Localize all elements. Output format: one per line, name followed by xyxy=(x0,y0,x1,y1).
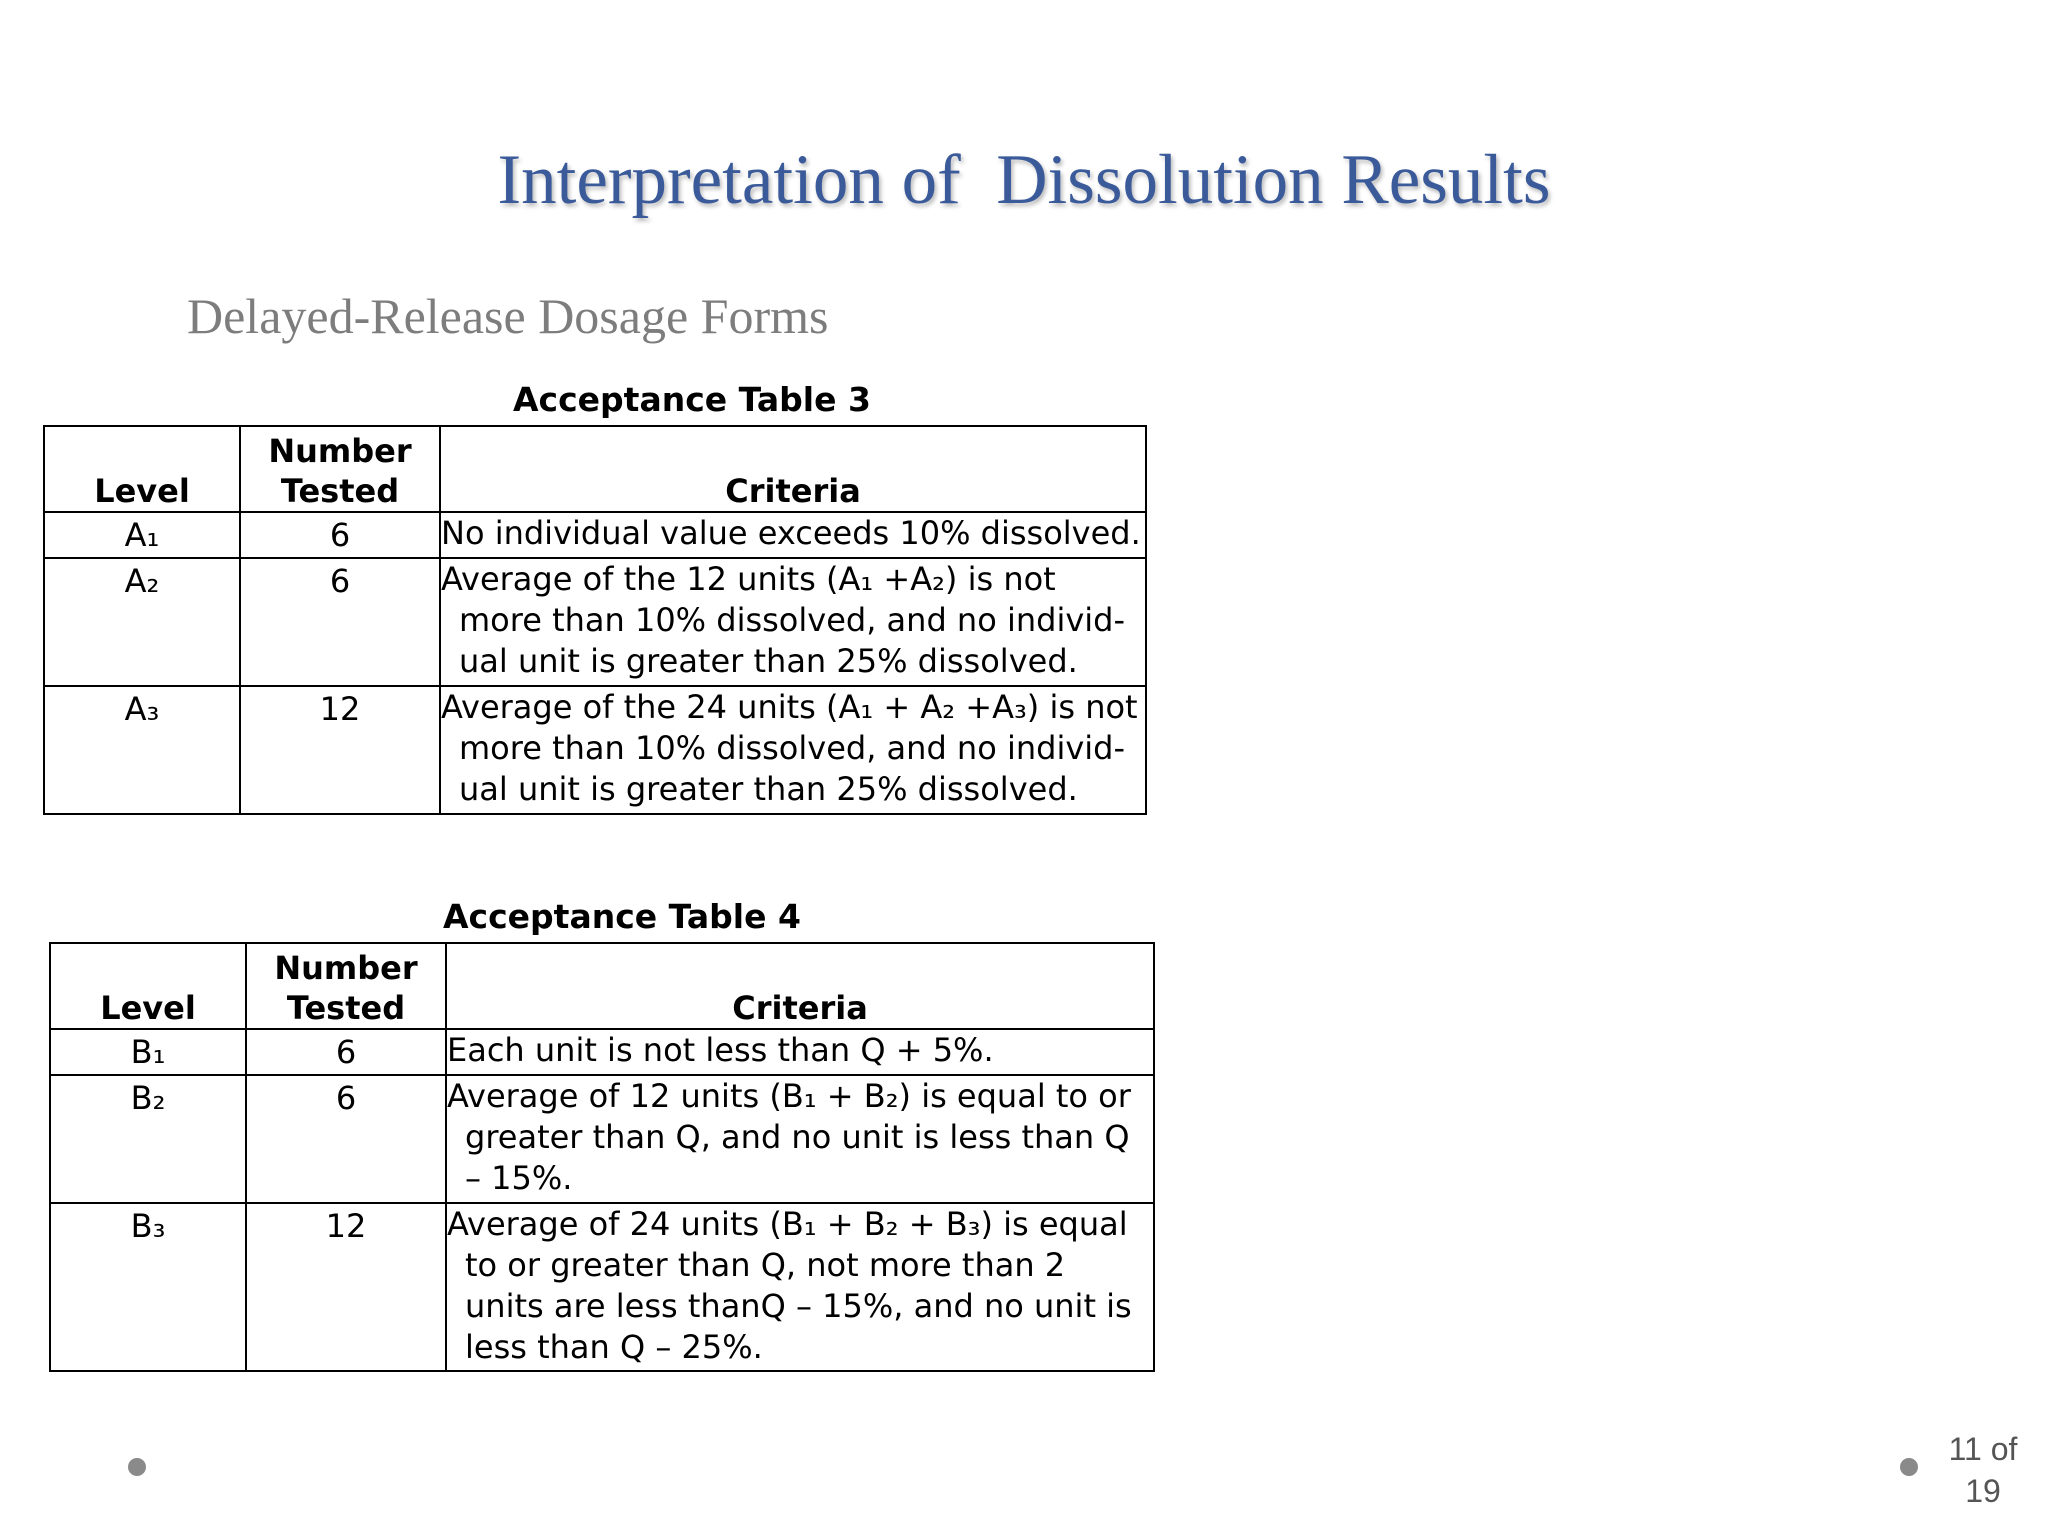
criteria-text: Each unit is not less than Q + 5%. xyxy=(447,1031,994,1069)
table-row xyxy=(50,1029,1154,1075)
page-counter xyxy=(1938,1428,2028,1512)
cell-level: A₁ xyxy=(44,512,240,558)
table-row xyxy=(44,558,1146,686)
previous-slide-dot-icon[interactable] xyxy=(128,1458,146,1476)
cell-level: A₃ xyxy=(44,686,240,814)
cell-criteria xyxy=(440,686,1146,814)
cell-criteria xyxy=(446,1029,1154,1075)
table-row xyxy=(50,1203,1154,1371)
cell-level: B₂ xyxy=(50,1075,246,1203)
cell-criteria xyxy=(446,1203,1154,1371)
cell-number: 6 xyxy=(240,558,440,686)
cell-number: 6 xyxy=(246,1029,446,1075)
cell-level: B₁ xyxy=(50,1029,246,1075)
cell-criteria xyxy=(440,558,1146,686)
cell-number: 12 xyxy=(246,1203,446,1371)
page-counter-line2: 19 xyxy=(1965,1473,2001,1509)
criteria-text: Average of the 12 units (A₁ +A₂) is not more than 10% dissolved, and no individ-ual unit is greater than 25% dissolved. xyxy=(441,560,1126,680)
criteria-text: Average of 12 units (B₁ + B₂) is equal to or greater than Q, and no unit is less than Q – 15%. xyxy=(447,1077,1131,1197)
acceptance-table xyxy=(43,425,1147,815)
table-header-row xyxy=(50,943,1154,1029)
cell-level: A₂ xyxy=(44,558,240,686)
header-criteria: Criteria xyxy=(446,943,1154,1029)
cell-number: 6 xyxy=(240,512,440,558)
criteria-text: Average of the 24 units (A₁ + A₂ +A₃) is not more than 10% dissolved, and no individ-ual unit is greater than 25% dissolved. xyxy=(441,688,1138,808)
acceptance-table-4 xyxy=(49,892,1155,1372)
cell-number: 6 xyxy=(246,1075,446,1203)
table-row xyxy=(44,686,1146,814)
slide-title: Interpretation of Dissolution Results xyxy=(497,141,1551,219)
header-level: Level xyxy=(44,426,240,512)
header-criteria: Criteria xyxy=(440,426,1146,512)
acceptance-table xyxy=(49,942,1155,1372)
header-number-line2: Tested xyxy=(286,989,406,1027)
table-caption: Acceptance Table 3 xyxy=(513,380,871,419)
slide-subtitle: Delayed-Release Dosage Forms xyxy=(187,288,829,344)
next-slide-dot-icon[interactable] xyxy=(1900,1458,1918,1476)
cell-level: B₃ xyxy=(50,1203,246,1371)
cell-number: 12 xyxy=(240,686,440,814)
header-number-tested xyxy=(246,943,446,1029)
header-number-line1: Number xyxy=(274,949,418,987)
table-row xyxy=(44,512,1146,558)
acceptance-table-3 xyxy=(43,375,1147,815)
criteria-text: No individual value exceeds 10% dissolved. xyxy=(441,514,1141,552)
table-caption: Acceptance Table 4 xyxy=(443,897,801,936)
header-number-line1: Number xyxy=(268,432,412,470)
table-header-row xyxy=(44,426,1146,512)
criteria-text: Average of 24 units (B₁ + B₂ + B₃) is equal to or greater than Q, not more than 2 units are less thanQ – 15%, and no unit is less than Q – 25%. xyxy=(447,1205,1132,1366)
table-row xyxy=(50,1075,1154,1203)
page-counter-line1: 11 of xyxy=(1948,1431,2018,1467)
header-number-tested xyxy=(240,426,440,512)
cell-criteria xyxy=(440,512,1146,558)
header-level: Level xyxy=(50,943,246,1029)
header-number-line2: Tested xyxy=(280,472,400,510)
cell-criteria xyxy=(446,1075,1154,1203)
